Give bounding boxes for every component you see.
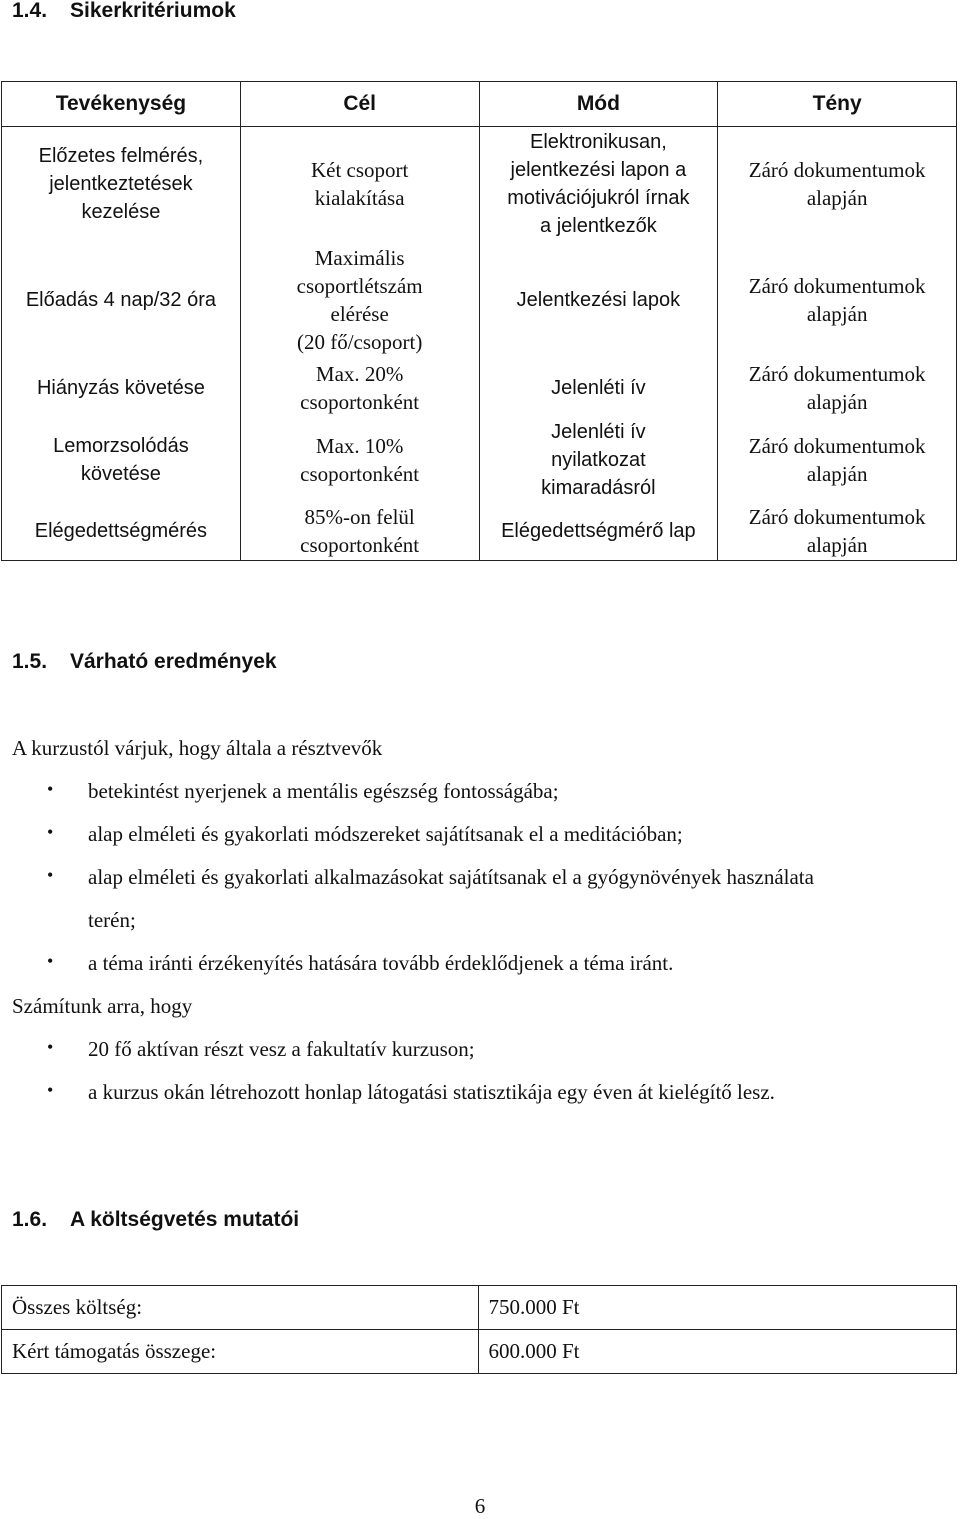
cell-line: Hiányzás követése xyxy=(36,376,205,399)
method-cell xyxy=(479,241,718,359)
cell-line: kialakítása xyxy=(314,185,405,210)
list-item xyxy=(0,865,960,908)
cell-line: Elégedettségmérő lap xyxy=(501,520,696,543)
cell-line: Előzetes felmérés, xyxy=(38,144,204,167)
header-cell: Tény xyxy=(718,82,957,127)
cell-line: csoportlétszám xyxy=(296,273,423,298)
cell-line: jelentkeztetések xyxy=(49,172,193,195)
cell-line: Elégedettségmérés xyxy=(34,520,208,543)
list-item-text: betekintést nyerjenek a mentális egészség fontosságába; xyxy=(88,779,559,803)
list-item xyxy=(0,1037,960,1080)
cell-line: Záró dokumentumok xyxy=(748,505,926,530)
cell-line: Záró dokumentumok xyxy=(748,157,926,182)
cell-line: csoportonként xyxy=(300,533,420,558)
header-cell: Mód xyxy=(479,82,718,127)
activity-cell xyxy=(2,503,241,561)
cell-line: alapján xyxy=(806,389,868,414)
list-item xyxy=(0,1080,960,1123)
list-item xyxy=(0,951,960,994)
method-cell xyxy=(479,503,718,561)
table-row xyxy=(2,417,957,503)
cell-line: kimaradásról xyxy=(541,476,656,499)
table-row xyxy=(2,1330,957,1374)
goal-cell xyxy=(240,359,479,417)
cell-line: csoportonként xyxy=(300,461,420,486)
goal-cell xyxy=(240,503,479,561)
cell-line: elérése xyxy=(330,301,389,326)
fact-cell xyxy=(718,503,957,561)
bullet-icon: • xyxy=(47,951,54,971)
cell-line: alapján xyxy=(806,301,868,326)
cell-line: Jelenléti ív xyxy=(551,376,646,399)
section-number: 1.4. xyxy=(12,0,48,22)
budget-value: 750.000 Ft xyxy=(478,1286,957,1330)
list-item-text: alap elméleti és gyakorlati módszereket sajátítsanak el a meditációban; xyxy=(88,822,683,846)
cell-line: Lemorzsolódás xyxy=(53,434,189,457)
targets-list xyxy=(0,1037,960,1123)
section-heading-1-4 xyxy=(12,0,236,23)
header-cell: Cél xyxy=(240,82,479,127)
cell-line: Két csoport xyxy=(310,157,409,182)
method-cell xyxy=(479,359,718,417)
section-title: Sikerkritériumok xyxy=(70,0,236,22)
list-item-text: terén; xyxy=(88,908,136,932)
list-item-text: a kurzus okán létrehozott honlap látogatási statisztikája egy éven át kielégítő lesz. xyxy=(88,1080,775,1104)
cell-line: alapján xyxy=(806,461,868,486)
cell-line: kezelése xyxy=(81,200,161,223)
table-row xyxy=(2,1286,957,1330)
cell-line: Max. 10% xyxy=(315,433,404,458)
cell-line: csoportonként xyxy=(300,389,420,414)
table-row xyxy=(2,241,957,359)
budget-value: 600.000 Ft xyxy=(478,1330,957,1374)
cell-line: követése xyxy=(80,462,161,485)
cell-line: Záró dokumentumok xyxy=(748,273,926,298)
cell-line: Max. 20% xyxy=(315,361,404,386)
cell-line: alapján xyxy=(806,185,868,210)
section-number: 1.5. xyxy=(12,650,48,673)
bullet-icon: • xyxy=(47,779,54,799)
activity-cell xyxy=(2,241,241,359)
criteria-table xyxy=(1,81,957,561)
list-item-text: 20 fő aktívan részt vesz a fakultatív kurzuson; xyxy=(88,1037,475,1061)
table-row xyxy=(2,127,957,241)
cell-line: Jelentkezési lapok xyxy=(516,288,681,311)
list-item-text: a téma iránti érzékenyítés hatására tovább érdeklődjenek a téma iránt. xyxy=(88,951,674,975)
method-cell xyxy=(479,417,718,503)
table-row xyxy=(2,359,957,417)
fact-cell xyxy=(718,241,957,359)
fact-cell xyxy=(718,127,957,241)
goal-cell xyxy=(240,417,479,503)
bullet-icon: • xyxy=(47,1080,54,1100)
expectations-intro: A kurzustól várjuk, hogy általa a résztvevők xyxy=(12,736,383,760)
section-title: A költségvetés mutatói xyxy=(70,1208,300,1231)
activity-cell xyxy=(2,417,241,503)
cell-line: motivációjukról írnak xyxy=(507,186,690,209)
bullet-icon: • xyxy=(47,822,54,842)
cell-line: Záró dokumentumok xyxy=(748,433,926,458)
list-item-text: alap elméleti és gyakorlati alkalmazásokat sajátítsanak el a gyógynövények használata xyxy=(88,865,814,889)
budget-table xyxy=(1,1285,957,1374)
header-cell: Tevékenység xyxy=(2,82,241,127)
targets-intro: Számítunk arra, hogy xyxy=(12,994,193,1018)
page-number: 6 xyxy=(474,1494,486,1518)
fact-cell xyxy=(718,417,957,503)
budget-label: Összes költség: xyxy=(2,1286,479,1330)
activity-cell xyxy=(2,359,241,417)
goal-cell xyxy=(240,127,479,241)
cell-line: (20 fő/csoport) xyxy=(296,329,423,354)
expectations-list xyxy=(0,779,960,994)
cell-line: jelentkezési lapon a xyxy=(510,158,687,181)
bullet-icon: • xyxy=(47,1037,54,1057)
section-number: 1.6. xyxy=(12,1208,48,1231)
activity-cell xyxy=(2,127,241,241)
bullet-icon: • xyxy=(47,865,54,885)
list-item xyxy=(0,779,960,822)
table-row xyxy=(2,503,957,561)
cell-line: Záró dokumentumok xyxy=(748,361,926,386)
cell-line: Előadás 4 nap/32 óra xyxy=(25,288,216,311)
cell-line: a jelentkezők xyxy=(540,214,657,237)
method-cell xyxy=(479,127,718,241)
cell-line: nyilatkozat xyxy=(551,448,646,471)
section-heading-1-6 xyxy=(12,1208,299,1232)
section-heading-1-5 xyxy=(12,650,277,674)
fact-cell xyxy=(718,359,957,417)
goal-cell xyxy=(240,241,479,359)
cell-line: Elektronikusan, xyxy=(530,130,667,153)
cell-line: alapján xyxy=(806,533,868,558)
cell-line: Jelenléti ív xyxy=(551,420,646,443)
cell-line: 85%-on felül xyxy=(304,505,415,530)
section-title: Várható eredmények xyxy=(70,650,277,673)
list-item-continuation xyxy=(0,908,960,951)
budget-label: Kért támogatás összege: xyxy=(2,1330,479,1374)
criteria-header-row xyxy=(2,82,957,127)
cell-line: Maximális xyxy=(314,245,405,270)
list-item xyxy=(0,822,960,865)
